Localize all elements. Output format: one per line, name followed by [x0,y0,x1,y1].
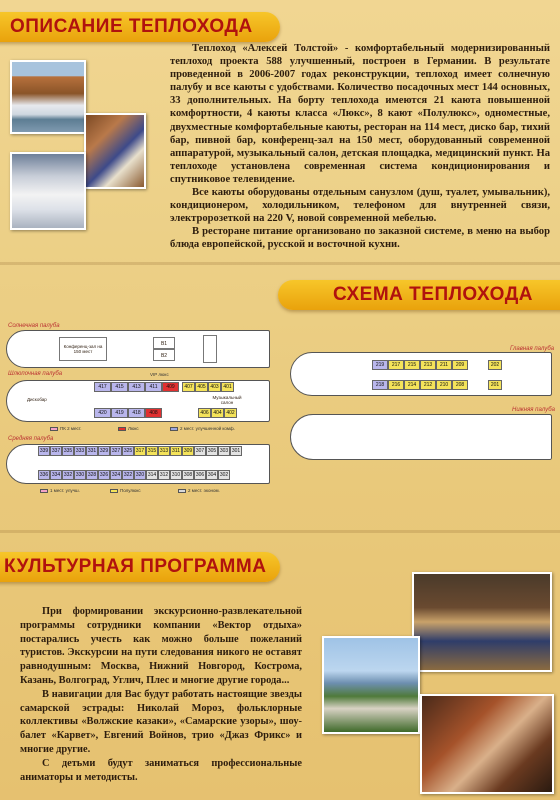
cabin-208: 208 [452,380,468,390]
cabin-327: 327 [111,448,121,454]
section-banner-culture [0,552,280,582]
conference-hall: Конференц-зал на 150 мест [59,337,107,361]
description-paragraph: Все каюты оборудованы отдельным санузлом (душ, туалет, умывальник), кондиционером, холодильником, телефоном для внутренней связи, электророзеткой на 220 V, новой современной мебелью. [170,187,550,225]
cabin-337: 337 [51,448,61,454]
cabin-320: 320 [135,472,145,478]
cabin-407: 407 [182,382,195,392]
cabin-218: 218 [372,380,388,390]
cabin-216: 216 [388,380,404,390]
cabin-photo [84,113,146,189]
cabin-324: 324 [111,472,121,478]
cabin-210: 210 [436,380,452,390]
vip-label: VIP люкс [150,372,169,377]
cabin-333: 333 [75,448,85,454]
deck-label-sun: Солнечная палуба [8,323,60,329]
cabin-401: 401 [221,382,234,392]
sun-deck-room [203,335,217,363]
legend-item [170,426,235,431]
cabin-315: 315 [147,448,157,454]
deck-label-lower: Нижняя палуба [512,407,555,413]
legend-item [40,488,80,493]
legend-item [110,488,141,493]
cabin-339: 339 [39,448,49,454]
sun-deck-plan [6,330,270,368]
disco-bar-label: Дискобар [27,397,47,402]
cabin-413: 413 [128,382,145,392]
bar-b1: B1 [153,337,175,349]
legend-swatch [118,427,126,431]
cabin-309: 309 [183,448,193,454]
cabin-331: 331 [87,448,97,454]
culture-text [20,605,302,784]
fold-line [0,530,560,533]
cabin-214: 214 [404,380,420,390]
cabin-326: 326 [99,472,109,478]
cabin-202: 202 [488,360,502,370]
section-title-scheme: СХЕМА ТЕПЛОХОДА [333,284,533,305]
cabin-303: 303 [219,448,229,454]
legend-text: Полулюкс [120,488,141,493]
cabin-219: 219 [372,360,388,370]
cabin-406: 406 [198,408,211,418]
cabin-325: 325 [123,448,133,454]
legend-text: ПК 2 мест. [60,426,82,431]
cabin-305: 305 [207,448,217,454]
animators-photo [420,694,554,794]
cabin-418: 418 [128,408,145,418]
cabin-317: 317 [135,448,145,454]
cabin-411: 411 [145,382,162,392]
cabin-405: 405 [195,382,208,392]
description-paragraph: Теплоход «Алексей Толстой» - комфортабельный модернизированный теплоход проекта 588 улучшенный, построен в Германии. В результате проведенной в 2006-2007 годах реконструкции, теплоход имеет солнечную палубу и все каюты с удобствами. Количество посадочных мест 144 основных, 33 дополнительных. На борту теплохода имеются 21 каюта повышенной комфортности, 4 каюты класса «Люкс», 8 кают «Полулюкс», одноместные, двухместные комфортабельные каюты, ресторан на 114 мест, диско бар, тихий бар, пивной бар, конференц-зал на 150 мест, оборудованный современной аппаратурой, музыкальный салон, детская площадка, медицинский пункт. На теплоходе установлена современная система кондиционирования и спутниковое телевидение. [170,43,550,185]
cabin-332: 332 [63,472,73,478]
cabin-328: 328 [87,472,97,478]
fold-line [0,262,560,265]
cabin-403: 403 [208,382,221,392]
cabin-329: 329 [99,448,109,454]
cabin-330: 330 [75,472,85,478]
culture-paragraph: В навигации для Вас будут работать настоящие звезды самарской эстрады: Николай Мороз, фольклорные коллективы «Волжские казаки», «Самарские узоры», шоу-балет «Карвет», Евгений Войнов, трио «Джаз Фрикс» и многие другие. [20,688,302,755]
legend-text: Люкс [128,426,139,431]
cabin-419: 419 [111,408,128,418]
cabin-217: 217 [388,360,404,370]
section-banner-description [0,12,280,42]
lower-deck-plan [290,414,552,460]
cabin-312: 312 [159,472,169,478]
culture-paragraph: С детьми будут заниматься профессиональные аниматоры и методисты. [20,757,302,783]
deck-label-main: Главная палуба [510,346,555,352]
cabin-310: 310 [171,472,181,478]
legend-item [178,488,220,493]
section-banner-scheme [278,280,560,310]
legend-item [50,426,82,431]
cabin-314: 314 [147,472,157,478]
legend-swatch [170,427,178,431]
bar-b2: B2 [153,349,175,361]
legend-text: 2 мест. эконом. [188,488,220,493]
description-paragraph: В ресторане питание организовано по заказной системе, в меню на выбор блюда европейской, русской и восточной кухни. [170,226,550,251]
cabin-417: 417 [94,382,111,392]
legend-swatch [50,427,58,431]
cabin-209: 209 [452,360,468,370]
cabin-212: 212 [420,380,436,390]
cabin-415: 415 [111,382,128,392]
cabin-311: 311 [170,446,182,456]
deck-label-boat: Шлюпочная палуба [8,371,63,377]
cabin-313: 313 [159,448,169,454]
legend-swatch [178,489,186,493]
cabin-336: 336 [39,472,49,478]
music-salon-label: Музыкальный салон [212,395,242,405]
cabin-201: 201 [488,380,502,390]
legend-swatch [40,489,48,493]
cabin-307: 307 [195,448,205,454]
ship-photo [10,60,86,134]
culture-paragraph: При формировании экскурсионно-развлекательной программы сотрудники компании «Вектор отдыха» постарались учесть как можно больше пожеланий туристов. Экскурсии на пути следования никого не оставят равнодушным: Москва, Нижний Новгород, Кострома, Казань, Волгоград, Углич, Плес и многие другие города... [20,606,302,686]
cabin-215: 215 [404,360,420,370]
legend-text: 2 мест. улучшенной комф. [180,426,235,431]
cabin-408: 408 [145,408,162,418]
section-title-culture: КУЛЬТУРНАЯ ПРОГРАММА [4,556,267,577]
performers-photo [412,572,552,672]
cabin-304: 304 [207,472,217,478]
deck-label-middle: Средняя палуба [8,436,54,442]
cabin-308: 308 [183,472,193,478]
cabin-306: 306 [195,472,205,478]
cabin-420: 420 [94,408,111,418]
cabin-335: 335 [63,448,73,454]
description-text [170,42,550,252]
cabin-322: 322 [123,472,133,478]
cabin-402: 402 [224,408,237,418]
restaurant-photo [10,152,86,230]
cabin-404: 404 [211,408,224,418]
cabin-211: 211 [436,360,452,370]
cabin-301: 301 [231,448,241,454]
legend-item [118,426,139,431]
section-title-description: ОПИСАНИЕ ТЕПЛОХОДА [10,16,253,37]
cabin-213: 213 [420,360,436,370]
legend-swatch [110,489,118,493]
cabin-302: 302 [219,472,229,478]
church-photo [322,636,420,734]
cabin-334: 334 [51,472,61,478]
legend-text: 1 мест. улучш. [50,488,80,493]
cabin-409: 409 [162,382,179,392]
